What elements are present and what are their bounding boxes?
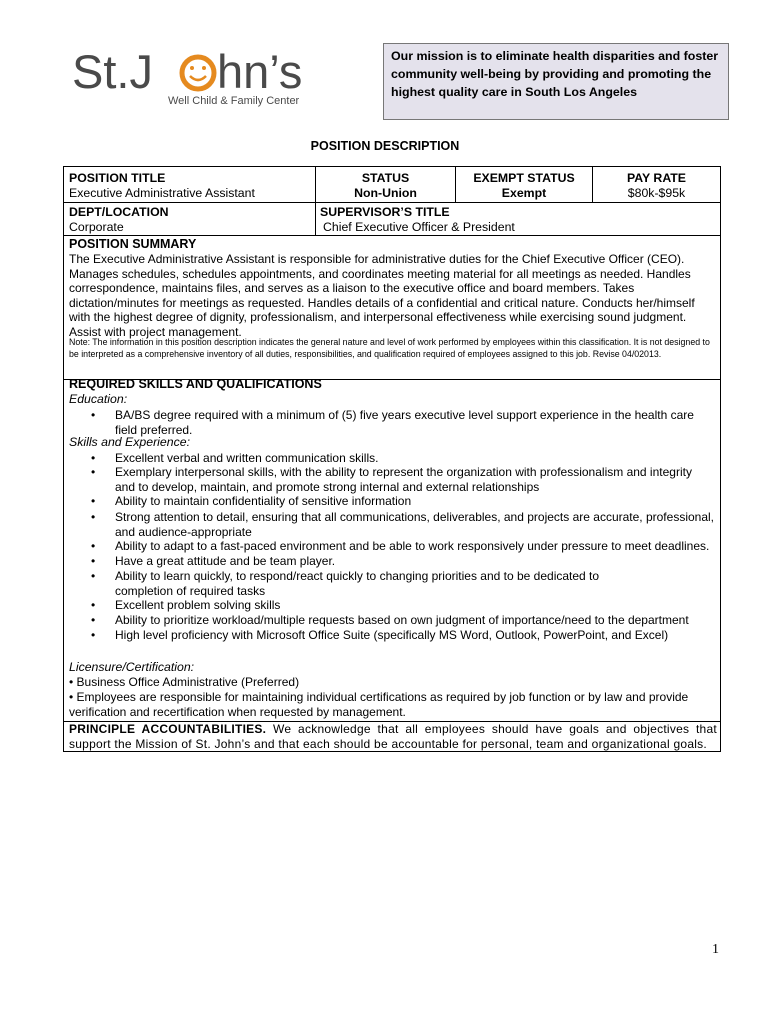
pay-rate-value: $80k-$95k (627, 186, 686, 200)
accountabilities (69, 722, 717, 751)
logo-name: St.J (72, 46, 153, 98)
accountabilities-text: We acknowledge that all employees should have goals and objectives that support the Mission of St. John’s and that each should be accountable for personal, team and organizational goals. (69, 722, 717, 751)
logo-smile-icon (182, 57, 214, 89)
licensure-label: Licensure/Certification: (69, 660, 195, 674)
summary-heading: POSITION SUMMARY (69, 237, 197, 251)
position-title-value: Executive Administrative Assistant (69, 186, 255, 200)
st-johns-logo (72, 46, 342, 110)
supervisor-label: SUPERVISOR’S TITLE (320, 205, 450, 219)
summary-text: The Executive Administrative Assistant is responsible for administrative duties for the Chief Executive Officer (CEO). Manages schedules, schedules appointments, and coordinates meeting material for all meetings as needed. Handles correspondence, maintains files, and serves as a liaison to the executive office and board members. Takes dictation/minutes for meetings as requested. Handles details of a confidential and critical nature. Conducts her/himself with the highest degree of dignity, professionalism, and interpersonal effectiveness while exercising sound judgment. Assist with project management. (69, 252, 695, 339)
status-value: Non-Union (354, 186, 417, 200)
experience-label: Skills and Experience: (69, 435, 190, 449)
note-text: Note: The information in this position description indicates the general nature and level of work performed by employees within this classification. It is not designed to be interpreted as a comprehensive inventory of all duties, responsibilities, and qualification required of employees assigned to this job. Revise 04/02013. (69, 337, 710, 359)
mission-statement: Our mission is to eliminate health disparities and foster community well-being by providing and promoting the highest quality care in South Los Angeles (383, 43, 729, 120)
logo-name-end: hn’s (217, 46, 303, 98)
licensure-item: • Business Office Administrative (Preferred) (69, 675, 300, 689)
skills-heading: REQUIRED SKILLS AND QUALIFICATIONS (69, 377, 322, 391)
licensure-item: • Employees are responsible for maintaining individual certifications as required by job function or by law and provide verification and recertification when requested by management. (69, 690, 689, 719)
status-label: STATUS (361, 171, 410, 185)
education-label: Education: (69, 392, 128, 406)
logo-tagline: Well Child & Family Center (168, 95, 300, 107)
dept-value: Corporate (69, 220, 124, 234)
position-title-label: POSITION TITLE (69, 171, 166, 185)
accountabilities-heading: PRINCIPLE ACCOUNTABILITIES. (69, 722, 267, 736)
page-number: 1 (712, 942, 719, 957)
page-title: POSITION DESCRIPTION (310, 139, 460, 153)
position-table: POSITION TITLE Executive Administrative Assistant STATUS Non-Union EXEMPT STATUS Exempt PAY RATE $80k-$95k DEPT/LOCATION Corporate SUPERVISOR’S TITLE Chief Executive Officer & President POSITION SUMMARY The Executive Administrative Assistant is responsible for administrative duties for the Chief Executive Officer (CEO). Manages schedules, schedules appointments, and coordinates meeting material for all meetings as needed. Handles correspondence, maintains files, and serves as a liaison to the executive office and board members. Takes dictation/minutes for meetings as requested. Handles details of a confidential and critical nature. Conducts her/himself with the highest degree of dignity, professionalism, and interpersonal effectiveness while exercising sound judgment. Assist with project management. Note: The information in this position description indicates the general nature and level of work performed by employees within this classification. It is not designed to be interpreted as a comprehensive inventory of all duties, responsibilities, and qualification required of employees assigned to this job. Revise 04/02013. REQUIRED SKILLS AND QUALIFICATIONS Education: • BA/BS degree required with a minimum of (5) five years executive level support experience in the health care field preferred. Skills and Experience: • Excellent verbal and written communication skills. • Exemplary interpersonal skills, with the ability to represent the organization with professionalism and integrity and to develop, maintain, and promote strong internal and external relationships • Ability to maintain confidentiality of sensitive information • Strong attention to detail, ensuring that all communications, deliverables, and projects are accurate, professional, and audience-appropriate • Ability to adapt to a fast-paced environment and be able to work responsively under pressure to meet deadlines. • Have a great attitude and be team player. • Ability to learn quickly, to respond/react quickly to changing priorities and to be dedicated to completion of required tasks • Excellent problem solving skills • Ability to prioritize workload/multiple requests based on own judgment of importance/need to the department • High level proficiency with Microsoft Office Suite (specifically MS Word, Outlook, PowerPoint, and Excel) Licensure/Certification: • Business Office Administrative (Preferred) • Employees are responsible for maintaining individual certifications as required by job function or by law and provide verification and recertification when requested by management. PRINCIPLE ACCOUNTABILITIES. We acknowledge that all employees should have goals and objectives that support the Mission of St. John’s and that each should be accountable for personal, team and organizational goals. (63, 166, 721, 752)
exempt-status-label: EXEMPT STATUS (473, 171, 575, 185)
supervisor-value: Chief Executive Officer & President (323, 220, 515, 234)
dept-label: DEPT/LOCATION (69, 205, 169, 219)
pay-rate-label: PAY RATE (627, 171, 686, 185)
list-item: • BA/BS degree required with a minimum of (5) five years executive level support experience in the health care field preferred. (91, 408, 694, 437)
exempt-status-value: Exempt (501, 186, 547, 200)
